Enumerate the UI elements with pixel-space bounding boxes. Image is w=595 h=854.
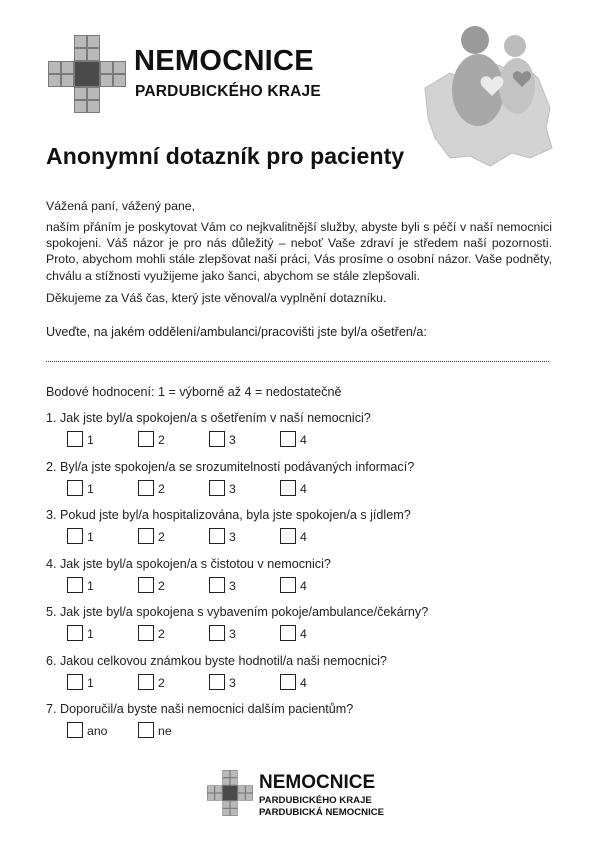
answer-option-label: 2 [158,675,165,690]
answer-option-label: 2 [158,627,165,641]
answer-option-label: ano [87,724,108,738]
answer-checkbox[interactable] [67,480,83,496]
answer-option-label: 2 [158,433,165,447]
answer-option-label: 1 [87,627,94,641]
question-text: 4. Jak jste byl/a spokojen/a s čistotou v nemocnici? [46,556,331,571]
answer-checkbox[interactable] [67,577,83,593]
question-text: 3. Pokud jste byl/a hospitalizována, byla jste spokojen/a s jídlem? [46,508,411,522]
answer-checkbox[interactable] [67,431,83,447]
answer-checkbox[interactable] [209,674,225,690]
question-text: 2. Byl/a jste spokojen/a se srozumitelností podávaných informací? [46,459,415,474]
answer-checkbox[interactable] [280,431,296,447]
salutation: Vážená paní, vážený pane, [46,199,196,213]
question-text: 6. Jakou celkovou známkou byste hodnotil/a naši nemocnici? [46,653,387,668]
answer-option-label: ne [158,724,172,738]
answer-option-label: 3 [229,578,236,593]
answer-checkbox[interactable] [138,722,154,738]
answer-option-label: 3 [229,627,236,641]
answer-checkbox[interactable] [67,625,83,641]
thanks-text: Děkujeme za Váš čas, který jste věnoval/a vyplnění dotazníku. [46,291,387,305]
answer-option-label: 1 [87,481,94,496]
answer-checkbox[interactable] [67,674,83,690]
answer-option-label: 4 [300,433,307,447]
answer-checkbox[interactable] [209,528,225,544]
answer-option-label: 4 [300,481,307,496]
answer-option-label: 4 [300,675,307,690]
answer-checkbox[interactable] [280,674,296,690]
question-text: 1. Jak jste byl/a spokojen/a s ošetřením v naší nemocnici? [46,411,371,425]
answer-checkbox[interactable] [209,431,225,447]
answer-checkbox[interactable] [209,625,225,641]
answer-option-label: 2 [158,481,165,496]
answer-option-label: 3 [229,481,236,496]
answer-checkbox[interactable] [138,431,154,447]
footer-logo [207,770,407,822]
rating-scale-note: Bodové hodnocení: 1 = výborně až 4 = nedostatečně [46,385,342,399]
footer-logo-subtitle: PARDUBICKÉHO KRAJE [259,795,372,806]
answer-option-label: 1 [87,530,94,544]
answer-checkbox[interactable] [138,674,154,690]
header-logo [48,35,378,115]
question-text: 5. Jak jste byl/a spokojena s vybavením pokoje/ambulance/čekárny? [46,605,429,619]
answer-option-label: 1 [87,578,94,593]
answer-option-label: 1 [87,675,94,690]
answer-option-label: 4 [300,578,307,593]
answer-checkbox[interactable] [280,528,296,544]
answer-option-label: 2 [158,578,165,593]
answer-option-label: 4 [300,627,307,641]
hospital-cross-logo-icon [48,35,126,113]
question-text: 7. Doporučil/a byste naši nemocnici dalším pacientům? [46,702,354,716]
answer-checkbox[interactable] [209,480,225,496]
answer-option-label: 2 [158,530,165,544]
intro-paragraph: naším přáním je poskytovat Vám co nejkvalitnější služby, abyste byli s péčí v naší nemocnici spokojeni. Váš názor je pro nás důležitý – neboť Vaše zdraví je středem naší pozornosti. Proto, abychom mohli stále zlepšovat naši práci, Vás prosíme o osobní názor. Vaše podněty, chválu a stížnosti využijeme jako šanci, abychom se stále zlepšovali. [46,220,552,283]
answer-checkbox[interactable] [138,528,154,544]
answer-option-label: 3 [229,530,236,544]
answer-checkbox[interactable] [67,528,83,544]
answer-checkbox[interactable] [280,480,296,496]
answer-checkbox[interactable] [209,577,225,593]
answer-checkbox[interactable] [138,577,154,593]
footer-logo-name: NEMOCNICE [259,772,376,793]
department-answer-line[interactable] [46,361,549,362]
answer-checkbox[interactable] [280,625,296,641]
people-hearts-region-map-icon [420,18,555,168]
answer-option-label: 1 [87,433,94,447]
hospital-cross-logo-icon [207,770,253,816]
department-prompt: Uveďte, na jakém oddělení/ambulanci/pracovišti jste byl/a ošetřen/a: [46,325,427,339]
answer-checkbox[interactable] [138,625,154,641]
page-title: Anonymní dotazník pro pacienty [46,143,405,169]
answer-option-label: 3 [229,433,236,447]
answer-checkbox[interactable] [138,480,154,496]
answer-checkbox[interactable] [280,577,296,593]
logo-name: NEMOCNICE [134,45,314,77]
answer-checkbox[interactable] [67,722,83,738]
logo-subtitle: PARDUBICKÉHO KRAJE [135,83,321,100]
answer-option-label: 3 [229,675,236,690]
answer-option-label: 4 [300,530,307,544]
footer-logo-hospital: PARDUBICKÁ NEMOCNICE [259,807,385,818]
